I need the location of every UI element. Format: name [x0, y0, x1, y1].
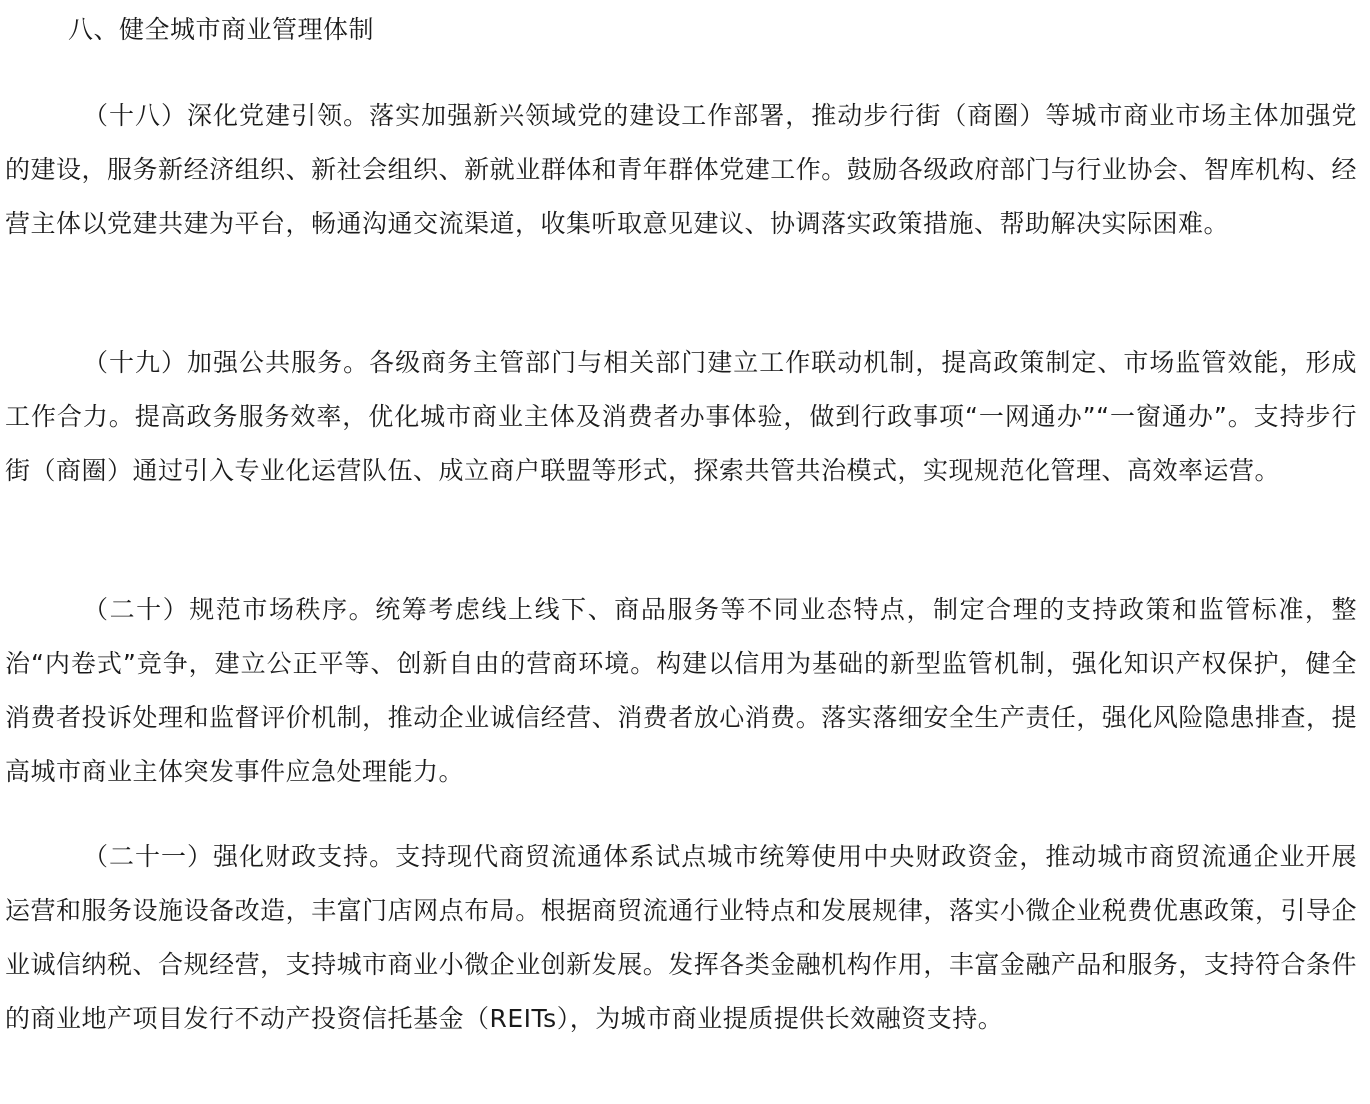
section-heading: 八、健全城市商业管理体制	[68, 15, 375, 44]
paragraph-19-public-services: （十九）加强公共服务。各级商务主管部门与相关部门建立工作联动机制，提高政策制定、市场监管效能，形成工作合力。提高政务服务效率，优化城市商业主体及消费者办事体验，做到行政事项“一网通办”“一窗通办”。支持步行街（商圈）通过引入专业化运营队伍、成立商户联盟等形式，探索共管共治模式，实现规范化管理、高效率运营。	[5, 348, 1357, 485]
paragraph-18-party-building: （十八）深化党建引领。落实加强新兴领域党的建设工作部署，推动步行街（商圈）等城市商业市场主体加强党的建设，服务新经济组织、新社会组织、新就业群体和青年群体党建工作。鼓励各级政府部门与行业协会、智库机构、经营主体以党建共建为平台，畅通沟通交流渠道，收集听取意见建议、协调落实政策措施、帮助解决实际困难。	[5, 101, 1357, 238]
paragraph-20-market-order: （二十）规范市场秩序。统筹考虑线上线下、商品服务等不同业态特点，制定合理的支持政策和监管标准，整治“内卷式”竞争，建立公正平等、创新自由的营商环境。构建以信用为基础的新型监管机制，强化知识产权保护，健全消费者投诉处理和监督评价机制，推动企业诚信经营、消费者放心消费。落实落细安全生产责任，强化风险隐患排查，提高城市商业主体突发事件应急处理能力。	[5, 595, 1357, 786]
paragraph-21-fiscal-support: （二十一）强化财政支持。支持现代商贸流通体系试点城市统筹使用中央财政资金，推动城市商贸流通企业开展运营和服务设施设备改造，丰富门店网点布局。根据商贸流通行业特点和发展规律，落实小微企业税费优惠政策，引导企业诚信纳税、合规经营，支持城市商业小微企业创新发展。发挥各类金融机构作用，丰富金融产品和服务，支持符合条件的商业地产项目发行不动产投资信托基金（REITs），为城市商业提质提供长效融资支持。	[5, 842, 1357, 1033]
